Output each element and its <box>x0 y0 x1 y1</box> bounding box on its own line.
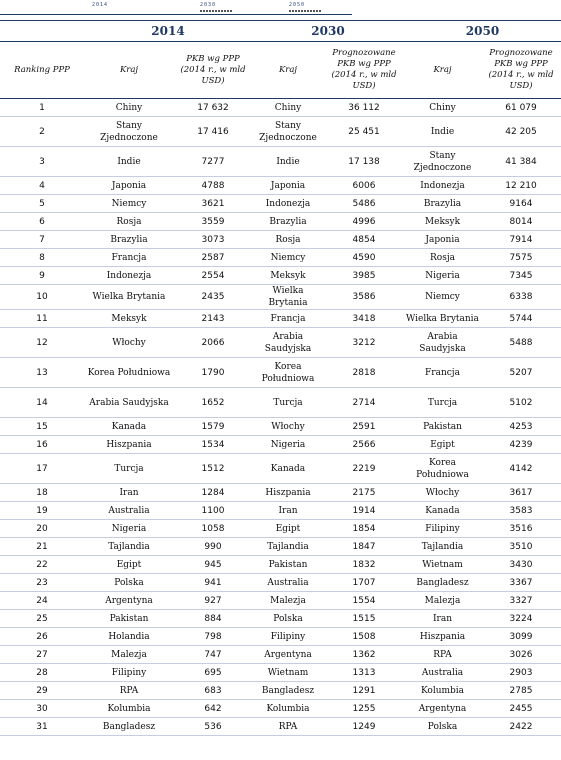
table-row <box>0 718 561 736</box>
country-2050-cell: Japonia <box>404 231 481 249</box>
gdp-2030-cell: 1854 <box>324 520 404 538</box>
country-2050-cell: Filipiny <box>404 520 481 538</box>
strip-year-2050: 2050 <box>289 2 306 8</box>
table-row <box>0 610 561 628</box>
gdp-2030-cell: 1255 <box>324 700 404 718</box>
gdp-2050-cell: 9164 <box>481 195 561 213</box>
rank-column-header: Ranking PPP <box>0 42 84 99</box>
table-row <box>0 556 561 574</box>
gdp-2050-cell: 3430 <box>481 556 561 574</box>
table-row <box>0 502 561 520</box>
table-body <box>0 99 561 736</box>
gdp-2050-cell: 3224 <box>481 610 561 628</box>
country-2014-cell: Chiny <box>84 99 174 117</box>
country-2014-cell: Francja <box>84 249 174 267</box>
gdp-2030-cell: 4854 <box>324 231 404 249</box>
gdp-2030-cell: 3418 <box>324 310 404 328</box>
gdp-2014-cell: 798 <box>174 628 252 646</box>
gdp-2014-cell: 927 <box>174 592 252 610</box>
rank-cell: 1 <box>0 99 84 117</box>
table-row <box>0 700 561 718</box>
gdp-2030-cell: 36 112 <box>324 99 404 117</box>
country-2050-cell: Brazylia <box>404 195 481 213</box>
gdp-ranking-table <box>0 20 561 736</box>
rank-cell: 6 <box>0 213 84 231</box>
gdp-2050-cell: 2455 <box>481 700 561 718</box>
gdp-2050-cell: 3510 <box>481 538 561 556</box>
country-2014-cell: Polska <box>84 574 174 592</box>
gdp-2014-cell: 1284 <box>174 484 252 502</box>
country-2014-cell: Malezja <box>84 646 174 664</box>
gdp-2030-cell: 1508 <box>324 628 404 646</box>
country-2014-cell: Holandia <box>84 628 174 646</box>
gdp-2014-cell: 1652 <box>174 388 252 418</box>
strip-year-2014: 2014 <box>92 2 109 8</box>
country-2014-cell: Włochy <box>84 328 174 358</box>
strip-subtitle-2030 <box>200 10 232 12</box>
rank-cell: 11 <box>0 310 84 328</box>
gdp-2050-cell: 2422 <box>481 718 561 736</box>
country-2030-cell: Stany Zjednoczone <box>252 117 324 147</box>
country-2050-cell: Iran <box>404 610 481 628</box>
gdp-2014-cell: 990 <box>174 538 252 556</box>
gdp-2030-cell: 17 138 <box>324 147 404 177</box>
gdp-2014-cell: 3073 <box>174 231 252 249</box>
gdp-2014-cell: 1534 <box>174 436 252 454</box>
gdp-2030-cell: 6006 <box>324 177 404 195</box>
gdp-2030-cell: 3212 <box>324 328 404 358</box>
gdp-2030-cell: 1291 <box>324 682 404 700</box>
gdp-2014-cell: 747 <box>174 646 252 664</box>
gdp-2014-cell: 7277 <box>174 147 252 177</box>
gdp-2030-cell: 3586 <box>324 285 404 310</box>
gdp-2014-cell: 17 632 <box>174 99 252 117</box>
country-2030-cell: Filipiny <box>252 628 324 646</box>
country-2050-cell: Indonezja <box>404 177 481 195</box>
country-2014-cell: Brazylia <box>84 231 174 249</box>
rank-cell: 17 <box>0 454 84 484</box>
rank-cell: 26 <box>0 628 84 646</box>
country-2050-cell: Meksyk <box>404 213 481 231</box>
country-2030-cell: Tajlandia <box>252 538 324 556</box>
gdp-2030-cell: 25 451 <box>324 117 404 147</box>
table-row <box>0 99 561 117</box>
country-2050-cell: Włochy <box>404 484 481 502</box>
gdp-2030-cell: 2175 <box>324 484 404 502</box>
table-row <box>0 454 561 484</box>
country-2030-cell: Indonezja <box>252 195 324 213</box>
country-2030-cell: Turcja <box>252 388 324 418</box>
table-row <box>0 213 561 231</box>
gdp-2014-cell: 1790 <box>174 358 252 388</box>
blank-corner <box>0 21 84 42</box>
gdp-2030-cell: 2714 <box>324 388 404 418</box>
country-2014-cell: Kanada <box>84 418 174 436</box>
country-2050-cell: Pakistan <box>404 418 481 436</box>
table-row <box>0 117 561 147</box>
country-2030-cell: Indie <box>252 147 324 177</box>
gdp-2050-cell: 6338 <box>481 285 561 310</box>
gdp-2050-cell: 4239 <box>481 436 561 454</box>
rank-cell: 31 <box>0 718 84 736</box>
gdp-2050-cell: 2903 <box>481 664 561 682</box>
gdp-2030-cell: 1707 <box>324 574 404 592</box>
country-2050-cell: Tajlandia <box>404 538 481 556</box>
gdp-2014-cell: 884 <box>174 610 252 628</box>
country-2030-cell: Japonia <box>252 177 324 195</box>
gdp-2014-cell: 642 <box>174 700 252 718</box>
country-2030-cell: Meksyk <box>252 267 324 285</box>
country-2014-cell: Kolumbia <box>84 700 174 718</box>
country-2014-cell: Arabia Saudyjska <box>84 388 174 418</box>
table-row <box>0 520 561 538</box>
country-2030-cell: Bangladesz <box>252 682 324 700</box>
rank-cell: 27 <box>0 646 84 664</box>
gdp-2050-cell: 5102 <box>481 388 561 418</box>
country-2030-cell: Hiszpania <box>252 484 324 502</box>
country-2030-cell: RPA <box>252 718 324 736</box>
gdp-2050-cell: 2785 <box>481 682 561 700</box>
gdp-2030-cell: 1362 <box>324 646 404 664</box>
gdp-2014-cell: 683 <box>174 682 252 700</box>
country-2030-cell: Włochy <box>252 418 324 436</box>
table-row <box>0 147 561 177</box>
gdp-2014-cell: 2587 <box>174 249 252 267</box>
gdp-2050-cell: 7345 <box>481 267 561 285</box>
gdp-2030-cell: 2566 <box>324 436 404 454</box>
gdp-2014-cell: 3621 <box>174 195 252 213</box>
country-2050-cell: Egipt <box>404 436 481 454</box>
rank-cell: 20 <box>0 520 84 538</box>
rank-cell: 19 <box>0 502 84 520</box>
gdp-2030-cell: 1914 <box>324 502 404 520</box>
country-2014-cell: Indie <box>84 147 174 177</box>
table-row <box>0 177 561 195</box>
gdp-2030-cell: 1249 <box>324 718 404 736</box>
table-row <box>0 484 561 502</box>
country-2050-cell: Wielka Brytania <box>404 310 481 328</box>
country-2014-cell: Wielka Brytania <box>84 285 174 310</box>
rank-cell: 13 <box>0 358 84 388</box>
gdp-2030-cell: 4996 <box>324 213 404 231</box>
rank-cell: 25 <box>0 610 84 628</box>
rank-cell: 16 <box>0 436 84 454</box>
country-2014-cell: Stany Zjednoczone <box>84 117 174 147</box>
country-2030-cell: Brazylia <box>252 213 324 231</box>
rank-cell: 15 <box>0 418 84 436</box>
country-2050-cell: Indie <box>404 117 481 147</box>
country-2014-cell: Meksyk <box>84 310 174 328</box>
country-2014-cell: RPA <box>84 682 174 700</box>
country-2050-cell: Chiny <box>404 99 481 117</box>
gdp-2014-cell: 536 <box>174 718 252 736</box>
table-row <box>0 628 561 646</box>
gdp-2050-cell: 7575 <box>481 249 561 267</box>
gdp-2014-cell: 695 <box>174 664 252 682</box>
strip-subtitle-2050 <box>289 10 321 12</box>
table-row <box>0 310 561 328</box>
gdp-2050-cell: 12 210 <box>481 177 561 195</box>
country-2014-cell: Hiszpania <box>84 436 174 454</box>
country-2050-cell: Polska <box>404 718 481 736</box>
country-2030-cell: Egipt <box>252 520 324 538</box>
gdp-2014-cell: 3559 <box>174 213 252 231</box>
table-row <box>0 592 561 610</box>
country-2030-cell: Rosja <box>252 231 324 249</box>
country-2030-column-header: Kraj <box>252 42 324 99</box>
gdp-2050-cell: 4142 <box>481 454 561 484</box>
country-2050-cell: Rosja <box>404 249 481 267</box>
table-row <box>0 574 561 592</box>
country-2030-cell: Malezja <box>252 592 324 610</box>
rank-cell: 24 <box>0 592 84 610</box>
country-2014-cell: Niemcy <box>84 195 174 213</box>
country-2050-cell: Malezja <box>404 592 481 610</box>
country-2050-cell: Francja <box>404 358 481 388</box>
gdp-2050-cell: 3583 <box>481 502 561 520</box>
country-2014-cell: Korea Południowa <box>84 358 174 388</box>
gdp-2050-cell: 5488 <box>481 328 561 358</box>
table-row <box>0 195 561 213</box>
gdp-2030-cell: 3985 <box>324 267 404 285</box>
gdp-2014-cell: 1579 <box>174 418 252 436</box>
country-2030-cell: Arabia Saudyjska <box>252 328 324 358</box>
rank-cell: 10 <box>0 285 84 310</box>
country-2030-cell: Korea Południowa <box>252 358 324 388</box>
table-row <box>0 358 561 388</box>
rank-cell: 21 <box>0 538 84 556</box>
country-2050-cell: Niemcy <box>404 285 481 310</box>
rank-cell: 3 <box>0 147 84 177</box>
country-2014-cell: Filipiny <box>84 664 174 682</box>
rank-cell: 14 <box>0 388 84 418</box>
country-2014-cell: Argentyna <box>84 592 174 610</box>
rank-cell: 30 <box>0 700 84 718</box>
gdp-2050-cell: 3617 <box>481 484 561 502</box>
country-2050-cell: Argentyna <box>404 700 481 718</box>
gdp-2030-cell: 5486 <box>324 195 404 213</box>
country-2030-cell: Niemcy <box>252 249 324 267</box>
country-2030-cell: Francja <box>252 310 324 328</box>
rank-cell: 7 <box>0 231 84 249</box>
gdp-2050-cell: 3367 <box>481 574 561 592</box>
country-2030-cell: Polska <box>252 610 324 628</box>
rank-cell: 22 <box>0 556 84 574</box>
gdp-2050-cell: 3327 <box>481 592 561 610</box>
rank-cell: 2 <box>0 117 84 147</box>
year-header-row <box>0 21 561 42</box>
gdp-2014-cell: 1100 <box>174 502 252 520</box>
gdp-2050-cell: 42 205 <box>481 117 561 147</box>
country-2050-cell: Kanada <box>404 502 481 520</box>
country-2014-cell: Indonezja <box>84 267 174 285</box>
gdp-2014-cell: 1512 <box>174 454 252 484</box>
gdp-2030-cell: 1847 <box>324 538 404 556</box>
country-2014-cell: Australia <box>84 502 174 520</box>
table-row <box>0 436 561 454</box>
gdp-2030-cell: 1832 <box>324 556 404 574</box>
gdp-2050-cell: 3516 <box>481 520 561 538</box>
gdp-2050-cell: 3026 <box>481 646 561 664</box>
gdp-2050-cell: 8014 <box>481 213 561 231</box>
country-2030-cell: Australia <box>252 574 324 592</box>
year-2014-header: 2014 <box>84 21 252 42</box>
country-2050-cell: Nigeria <box>404 267 481 285</box>
country-2030-cell: Iran <box>252 502 324 520</box>
gdp-2030-cell: 1515 <box>324 610 404 628</box>
country-2014-cell: Bangladesz <box>84 718 174 736</box>
country-2050-cell: Turcja <box>404 388 481 418</box>
gdp-2030-cell: 1313 <box>324 664 404 682</box>
gdp-2014-column-header: PKB wg PPP (2014 r., w mld USD) <box>174 42 252 99</box>
gdp-2030-cell: 2219 <box>324 454 404 484</box>
country-2014-cell: Rosja <box>84 213 174 231</box>
table-row <box>0 664 561 682</box>
gdp-2050-cell: 7914 <box>481 231 561 249</box>
gdp-2050-cell: 3099 <box>481 628 561 646</box>
country-2050-cell: Australia <box>404 664 481 682</box>
table-row <box>0 267 561 285</box>
table-row <box>0 249 561 267</box>
rank-cell: 4 <box>0 177 84 195</box>
country-2030-cell: Nigeria <box>252 436 324 454</box>
gdp-2030-cell: 4590 <box>324 249 404 267</box>
table-row <box>0 285 561 310</box>
rank-cell: 23 <box>0 574 84 592</box>
table-row <box>0 328 561 358</box>
year-2030-header: 2030 <box>252 21 404 42</box>
gdp-2050-cell: 41 384 <box>481 147 561 177</box>
gdp-2030-column-header: Prognozowane PKB wg PPP (2014 r., w mld USD) <box>324 42 404 99</box>
gdp-2014-cell: 2066 <box>174 328 252 358</box>
country-2030-cell: Wielka Brytania <box>252 285 324 310</box>
country-2014-cell: Turcja <box>84 454 174 484</box>
rank-cell: 8 <box>0 249 84 267</box>
country-2030-cell: Wietnam <box>252 664 324 682</box>
country-2030-cell: Kolumbia <box>252 700 324 718</box>
year-2050-header: 2050 <box>404 21 561 42</box>
country-2014-column-header: Kraj <box>84 42 174 99</box>
gdp-2014-cell: 945 <box>174 556 252 574</box>
country-2050-cell: Arabia Saudyjska <box>404 328 481 358</box>
gdp-2030-cell: 1554 <box>324 592 404 610</box>
top-header-strip <box>0 0 352 15</box>
gdp-2014-cell: 4788 <box>174 177 252 195</box>
gdp-2030-cell: 2591 <box>324 418 404 436</box>
country-2014-cell: Tajlandia <box>84 538 174 556</box>
gdp-2014-cell: 941 <box>174 574 252 592</box>
country-2014-cell: Iran <box>84 484 174 502</box>
gdp-2050-cell: 61 079 <box>481 99 561 117</box>
gdp-2014-cell: 1058 <box>174 520 252 538</box>
table-row <box>0 646 561 664</box>
country-2050-cell: Kolumbia <box>404 682 481 700</box>
country-2030-cell: Kanada <box>252 454 324 484</box>
country-2030-cell: Pakistan <box>252 556 324 574</box>
gdp-2050-cell: 5207 <box>481 358 561 388</box>
rank-cell: 18 <box>0 484 84 502</box>
rank-cell: 28 <box>0 664 84 682</box>
gdp-2030-cell: 2818 <box>324 358 404 388</box>
country-2050-cell: Korea Południowa <box>404 454 481 484</box>
rank-cell: 29 <box>0 682 84 700</box>
table-row <box>0 231 561 249</box>
column-header-row <box>0 42 561 99</box>
gdp-2050-cell: 5744 <box>481 310 561 328</box>
rank-cell: 9 <box>0 267 84 285</box>
table-row <box>0 682 561 700</box>
country-2030-cell: Argentyna <box>252 646 324 664</box>
country-2050-cell: Hiszpania <box>404 628 481 646</box>
gdp-2014-cell: 2143 <box>174 310 252 328</box>
gdp-2014-cell: 2554 <box>174 267 252 285</box>
country-2050-cell: RPA <box>404 646 481 664</box>
rank-cell: 5 <box>0 195 84 213</box>
country-2014-cell: Egipt <box>84 556 174 574</box>
country-2050-cell: Stany Zjednoczone <box>404 147 481 177</box>
rank-cell: 12 <box>0 328 84 358</box>
table-row <box>0 538 561 556</box>
gdp-2014-cell: 2435 <box>174 285 252 310</box>
country-2050-cell: Wietnam <box>404 556 481 574</box>
table-row <box>0 388 561 418</box>
gdp-2050-column-header: Prognozowane PKB wg PPP (2014 r., w mld USD) <box>481 42 561 99</box>
country-2014-cell: Nigeria <box>84 520 174 538</box>
gdp-2050-cell: 4253 <box>481 418 561 436</box>
country-2014-cell: Japonia <box>84 177 174 195</box>
table-row <box>0 418 561 436</box>
strip-year-2030: 2030 <box>200 2 217 8</box>
country-2050-cell: Bangladesz <box>404 574 481 592</box>
gdp-2014-cell: 17 416 <box>174 117 252 147</box>
country-2050-column-header: Kraj <box>404 42 481 99</box>
country-2030-cell: Chiny <box>252 99 324 117</box>
country-2014-cell: Pakistan <box>84 610 174 628</box>
